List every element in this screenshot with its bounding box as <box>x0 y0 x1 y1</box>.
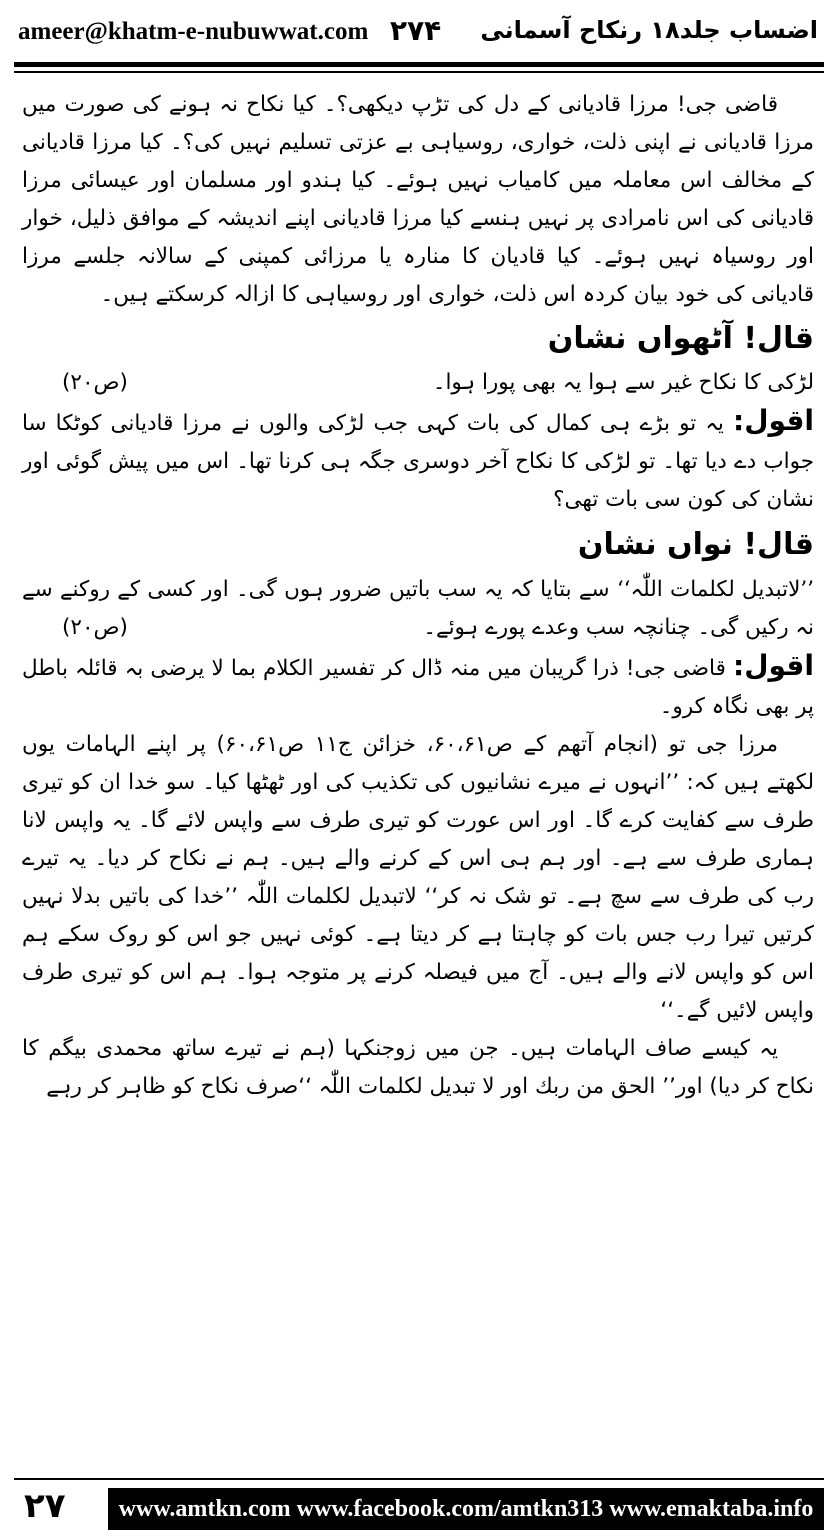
quote-ninth-sign <box>22 571 814 647</box>
header-title: اضساب جلد۱۸ رنکاح آسمانی <box>480 16 818 44</box>
page-body <box>22 86 814 1106</box>
reference-ninth: (ص۲۰) <box>62 615 128 640</box>
paragraph-3-text-3: ‘‘صرف نکاح کو ظاہر کر رہے <box>46 1074 319 1099</box>
header-email: ameer@khatm-e-nubuwwat.com <box>18 18 369 45</box>
answer-eighth-sign <box>22 402 814 519</box>
paragraph-3-arabic-2: الحق من ربك اور لا تبدیل لکلمات اللّٰہ <box>318 1074 656 1099</box>
aqool-label: اقول: <box>733 649 814 682</box>
answer-ninth-text-1: قاضی جی! ذرا گریبان میں منہ ڈال کر تفسیر <box>313 656 733 681</box>
paragraph-1: قاضی جی! مرزا قادیانی کے دل کی تڑپ دیکھی؟۔ کیا نکاح نہ ہونے کی صورت میں مرزا قادیانی نے اپنی ذلت، خواری، روسیاہی بے عزتی تسلیم نہیں کی؟۔ کیا مرزا قادیانی کے مخالف اس معاملہ میں کامیاب نہیں ہوئے۔ کیا ہندو اور مسلمان اور عیسائی مرزا قادیانی کی اس نامرادی پر نہیں ہنسے کیا مرزا قادیانی اپنے اندیشہ کے موافق ذلیل، خوار اور روسیاہ نہیں ہوئے۔ کیا قادیان کا منارہ یا مرزائی کمپنی کے سالانہ جلسے مرزا قادیانی کی خود بیان کردہ اس ذلت، خواری اور روسیاہی کا ازالہ کرسکتے ہیں۔ <box>22 92 814 307</box>
paragraph-2 <box>22 726 814 1030</box>
answer-eighth-text: یہ تو بڑے ہی کمال کی بات کہی جب لڑکی والوں نے مرزا قادیانی کوٹکا سا جواب دے دیا تھا۔ تو لڑکی کا نکاح آخر دوسری جگہ ہی کرنا تھا۔ اس میں پیش گوئی اور نشان کی کون سی بات تھی؟ <box>22 411 814 512</box>
paragraph-3 <box>22 1030 814 1106</box>
footer-page-number: ۲۷ <box>24 1486 66 1526</box>
header-page-number: ۲۷۴ <box>390 14 442 47</box>
heading-ninth-sign: قال! نواں نشان <box>577 527 814 562</box>
quote-eighth-sign <box>22 364 814 402</box>
header-rule-thick <box>14 62 824 67</box>
paragraph-2-text-2: ’’خدا کی باتیں بدلا نہیں کرتیں تیرا رب جس بات کو چاہتا ہے کر دیتا ہے۔ کوئی نہیں جو اس کو روک سکے ہم اس کو واپس لانے والے ہیں۔ آج میں فیصلہ کرنے پر متوجہ ہوا۔ ہم اس کو تیری طرف واپس لائیں گے۔‘‘ <box>22 884 814 1023</box>
page-header <box>18 14 818 54</box>
footer-links: www.amtkn.com www.facebook.com/amtkn313 www.emaktaba.info <box>108 1488 824 1530</box>
reference-eighth: (ص۲۰) <box>62 370 128 395</box>
footer-rule <box>14 1478 824 1480</box>
paragraph-3-arabic-1: زوجنکہا <box>344 1036 416 1061</box>
paragraph-3-text-1: یہ کیسے صاف الہامات ہیں۔ جن میں <box>415 1036 778 1061</box>
quote-ninth-arabic: ’’لاتبدیل لکلمات اللّٰہ‘‘ <box>616 577 815 602</box>
header-rule-thin <box>14 71 824 73</box>
quote-ninth-text: سے بتایا کہ یہ سب باتیں ضرور ہوں گی۔ اور کسی کے روکنے سے نہ رکیں گی۔ چنانچہ سب وعدے پورے ہوئے۔ <box>22 577 814 640</box>
heading-eighth-sign: قال! آٹھواں نشان <box>547 321 814 356</box>
answer-ninth-arabic: الکلام بما لا یرضی بہ قائلہ <box>75 656 314 681</box>
aqool-label: اقول: <box>733 404 814 437</box>
answer-ninth-text-2: باطل پر بھی نگاہ کرو۔ <box>22 656 814 719</box>
paragraph-2-arabic: لاتبدیل لکلمات اللّٰہ <box>245 884 417 909</box>
paragraph-2-text-1: مرزا جی تو (انجام آتھم کے ص۶۰،۶۱، خزائن ج۱۱ ص۶۰،۶۱) پر اپنے الہامات یوں لکھتے ہیں کہ: ’’انہوں نے میرے نشانیوں کی تکذیب کی اور ٹھٹھا کیا۔ سو خدا ان کو تیری طرف سے کفایت کرے گا۔ اور اس عورت کو تیری طرف سے واپس لائے گا۔ یہ واپس لانا ہماری طرف سے ہے۔ اور ہم ہی اس کے کرنے والے ہیں۔ ہم نے نکاح کر دیا۔ یہ تیرے رب کی طرف سے سچ ہے۔ تو شک نہ کر‘‘ <box>22 732 814 909</box>
answer-ninth-sign <box>22 647 814 726</box>
quote-eighth-text: لڑکی کا نکاح غیر سے ہوا یہ بھی پورا ہوا۔ <box>432 370 814 395</box>
paragraph-3-text-2: (ہم نے تیرے ساتھ محمدی بیگم کا نکاح کر دیا) اور’’ <box>22 1036 814 1099</box>
